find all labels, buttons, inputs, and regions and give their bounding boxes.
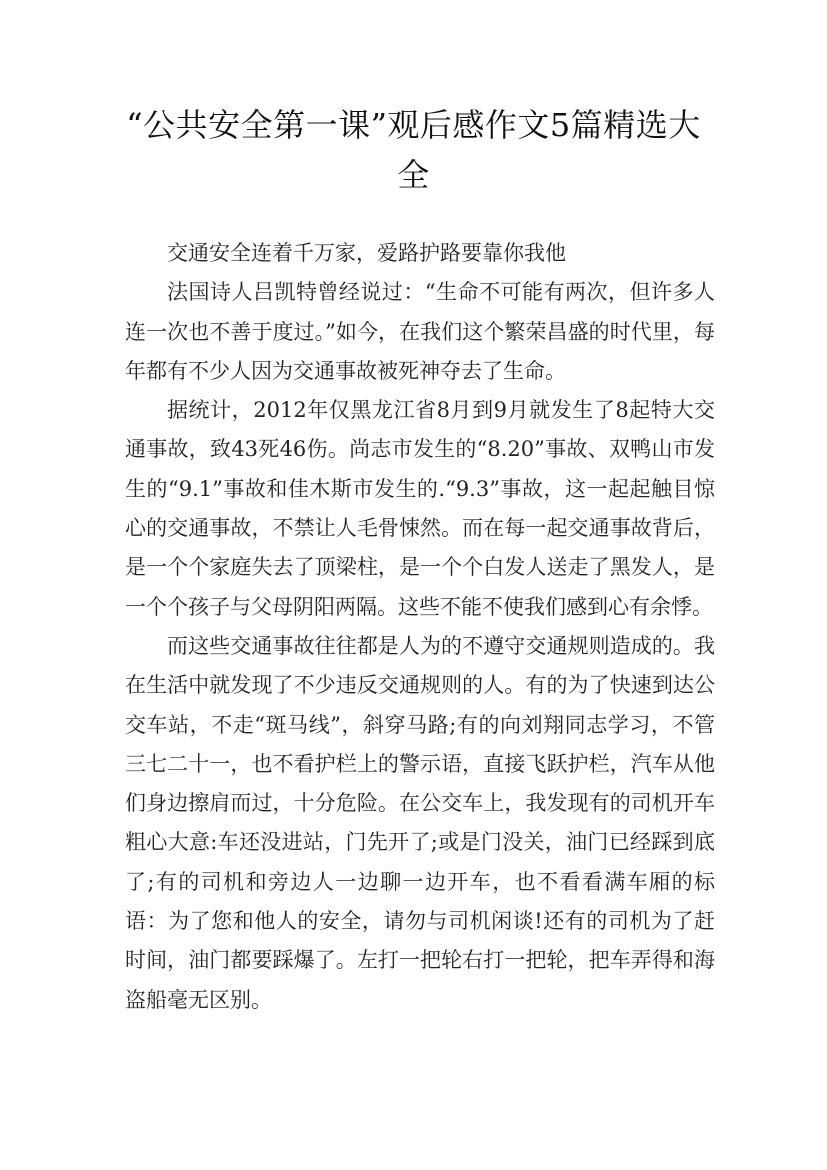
paragraph: 法国诗人吕凯特曾经说过：“生命不可能有两次，但许多人连一次也不善于度过。”如今，在我们这个繁荣昌盛的时代里，每年都有不少人因为交通事故被死神夺去了生命。 <box>125 280 715 383</box>
paragraph: 据统计，2012年仅黑龙江省8月到9月就发生了8起特大交通事故，致43死46伤。尚志市发生的“8.20”事故、双鸭山市发生的“9.1”事故和佳木斯市发生的.“9.3”事故，这一起起触目惊心的交通事故，不禁让人毛骨悚然。而在每一起交通事故背后，是一个个家庭失去了顶梁柱，是一个个白发人送走了黑发人，是一个个孩子与父母阴阳两隔。这些不能不使我们感到心有余悸。 <box>125 398 715 619</box>
paragraph: 而这些交通事故往往都是人为的不遵守交通规则造成的。我在生活中就发现了不少违反交通规则的人。有的为了快速到达公交车站，不走“斑马线”，斜穿马路;有的向刘翔同志学习，不管三七二十一，也不看护栏上的警示语，直接飞跃护栏，汽车从他们身边擦肩而过，十分危险。在公交车上，我发现有的司机开车粗心大意:车还没进站，门先开了;或是门没关，油门已经踩到底了;有的司机和旁边人一边聊一边开车，也不看看满车厢的标语：为了您和他人的安全，请勿与司机闲谈!还有的司机为了赶时间，油门都要踩爆了。左打一把轮右打一把轮，把车弄得和海盗船毫无区别。 <box>125 633 715 1012</box>
document-title: “公共安全第一课”观后感作文5篇精选大全 <box>126 106 701 194</box>
document-body <box>125 234 715 1020</box>
paragraph-subtitle: 交通安全连着千万家，爱路护路要靠你我他 <box>167 241 566 265</box>
